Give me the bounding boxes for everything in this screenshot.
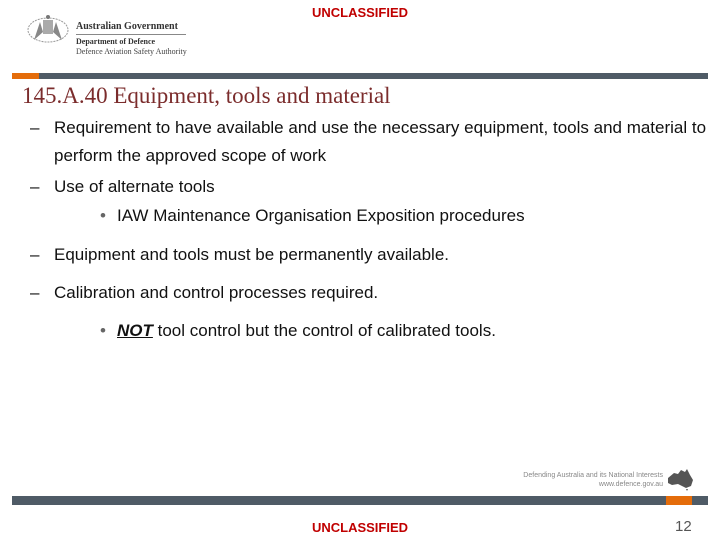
bullet-text: Requirement to have available and use the necessary equipment, tools and material to perform the approved scope of work bbox=[54, 118, 707, 165]
dash-marker: – bbox=[30, 118, 40, 137]
dash-marker: – bbox=[30, 245, 40, 264]
dash-marker: – bbox=[30, 177, 40, 196]
footer-accent bbox=[666, 496, 692, 505]
dash-marker: – bbox=[30, 283, 40, 302]
bullet-marker: • bbox=[100, 321, 106, 340]
footer-url: www.defence.gov.au bbox=[598, 481, 663, 488]
bullet-marker: • bbox=[100, 206, 106, 225]
bullet-text: Use of alternate tools bbox=[54, 177, 215, 196]
header-accent bbox=[12, 73, 39, 79]
sub-bullet-text bbox=[117, 321, 496, 341]
bullet-text: Equipment and tools must be permanently available. bbox=[54, 245, 450, 264]
coat-of-arms-icon bbox=[26, 12, 70, 48]
footer-bar bbox=[12, 496, 708, 505]
page-number: 12 bbox=[675, 518, 692, 535]
australian-government-logo bbox=[26, 12, 196, 60]
emphasis-not: NOT bbox=[117, 321, 153, 340]
sub-bullet-rest: tool control but the control of calibrated tools. bbox=[152, 321, 496, 340]
sub-bullet-text: IAW Maintenance Organisation Exposition procedures bbox=[117, 206, 525, 225]
australia-map-icon bbox=[666, 468, 694, 492]
footer-tagline bbox=[523, 471, 663, 489]
tagline-text: Defending Australia and its National Interests bbox=[523, 472, 663, 479]
header-bar bbox=[12, 73, 708, 79]
bullet-text: Calibration and control processes required. bbox=[54, 283, 379, 302]
logo-line1: Australian Government bbox=[76, 21, 178, 32]
slide-title: 145.A.40 Equipment, tools and material bbox=[22, 83, 391, 108]
logo-line3: Defence Aviation Safety Authority bbox=[76, 47, 187, 56]
logo-divider bbox=[76, 34, 186, 35]
classification-top: UNCLASSIFIED bbox=[311, 5, 409, 20]
classification-bottom: UNCLASSIFIED bbox=[311, 520, 409, 535]
logo-line2: Department of Defence bbox=[76, 37, 156, 46]
